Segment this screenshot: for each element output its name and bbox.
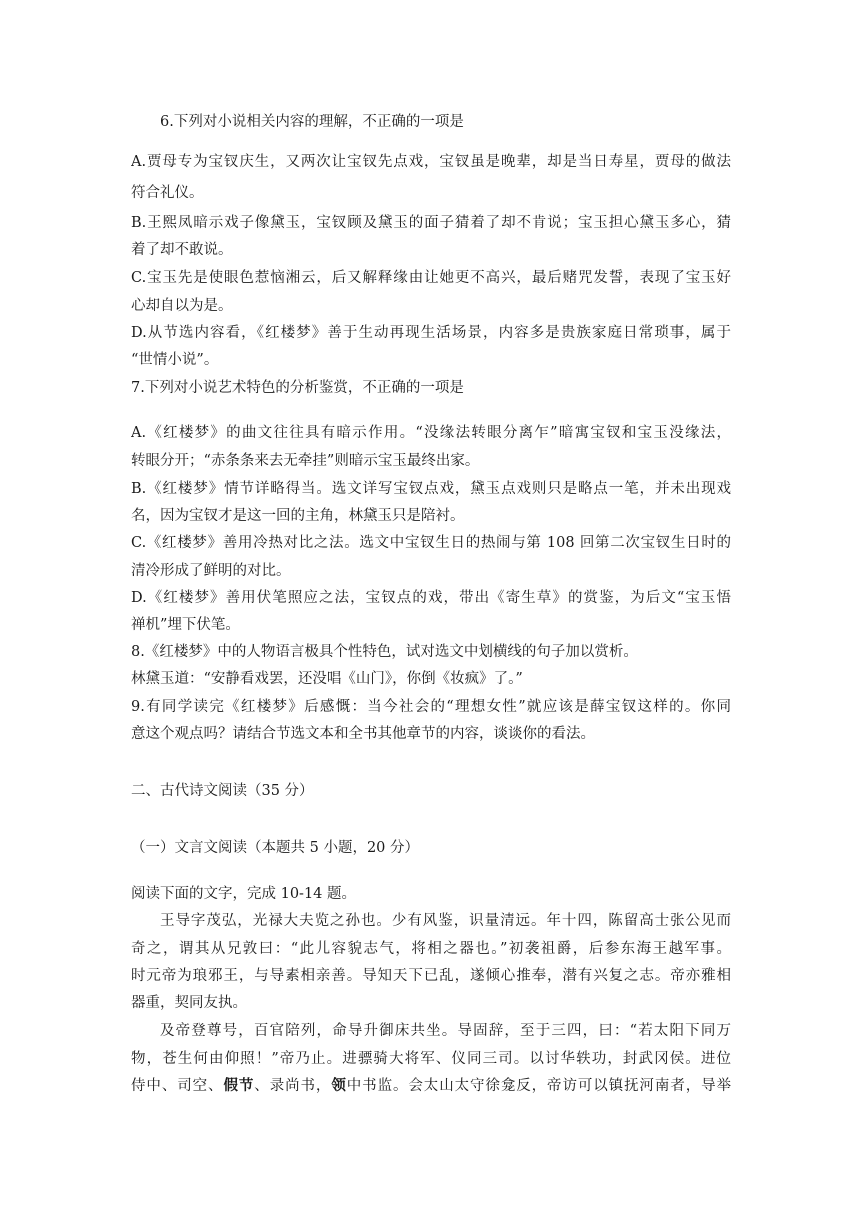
q7-option-b-line1: B.《红楼梦》情节详略得当。选文详写宝钗点戏，黛玉点戏则只是略点一笔，并未出现戏 xyxy=(131,481,731,497)
passage-text: 中书监。会太山太守徐龛反，帝访可以镇抚河南者，导举 xyxy=(346,1078,731,1094)
passage-p1-line4: 器重，契同友执。 xyxy=(131,995,247,1011)
q6-option-a-line1: A.贾母专为宝钗庆生，又两次让宝钗先点戏，宝钗虽是晚辈，却是当日寿星，贾母的做法 xyxy=(131,154,731,170)
bold-term-ling: 领 xyxy=(331,1077,347,1094)
passage-p2-line3 xyxy=(131,1076,731,1096)
q7-stem: 7.下列对小说艺术特色的分析鉴赏，不正确的一项是 xyxy=(131,380,464,396)
q9-line1: 9.有同学读完《红楼梦》后感慨：当今社会的“理想女性”就应该是薛宝钗这样的。你同 xyxy=(131,699,731,715)
q6-option-d-line1: D.从节选内容看，《红楼梦》善于生动再现生活场景，内容多是贵族家庭日常琐事，属于 xyxy=(131,325,731,341)
subsection-heading: （一）文言文阅读（本题共 5 小题，20 分） xyxy=(131,840,420,856)
section-heading: 二、古代诗文阅读（35 分） xyxy=(131,783,314,799)
q6-stem: 6.下列对小说相关内容的理解，不正确的一项是 xyxy=(160,114,464,130)
passage-p1-line3: 时元帝为琅邪王，与导素相亲善。导知天下已乱，遂倾心推奉，潜有兴复之志。帝亦雅相 xyxy=(131,968,731,984)
q9-line2: 意这个观点吗？请结合节选文本和全书其他章节的内容，谈谈你的看法。 xyxy=(131,726,595,742)
q7-option-b-line2: 名，因为宝钗才是这一回的主角，林黛玉只是陪衬。 xyxy=(131,508,465,524)
reading-instruction: 阅读下面的文字，完成 10-14 题。 xyxy=(131,886,357,902)
q8-quote: 林黛玉道：“安静看戏罢，还没唱《山门》，你倒《妆疯》了。” xyxy=(131,671,523,687)
q7-option-c-line2: 清冷形成了鲜明的对比。 xyxy=(131,563,291,579)
passage-p2-line2: 物，苍生何由仰照！”帝乃止。进骠骑大将军、仪同三司。以讨华轶功，封武冈侯。进位 xyxy=(131,1051,731,1067)
q6-option-d-line2: “世情小说”。 xyxy=(131,352,219,368)
passage-p1-line1: 王导字茂弘，光禄大夫览之孙也。少有风鉴，识量清远。年十四，陈留高士张公见而 xyxy=(160,913,731,929)
q7-option-a-line2: 转眼分开；“赤条条来去无牵挂”则暗示宝玉最终出家。 xyxy=(131,453,480,469)
q7-option-d-line1: D.《红楼梦》善用伏笔照应之法，宝钗点的戏，带出《寄生草》的赏鉴，为后文“宝玉悟 xyxy=(131,590,731,606)
q6-option-a-line2: 符合礼仪。 xyxy=(131,185,204,201)
passage-p1-line2: 奇之，谓其从兄敦曰：“此儿容貌志气，将相之器也。”初袭祖爵，后参东海王越军事。 xyxy=(131,941,731,957)
q7-option-c-line1: C.《红楼梦》善用冷热对比之法。选文中宝钗生日的热闹与第 108 回第二次宝钗生日时的 xyxy=(131,535,731,551)
q6-option-b-line1: B.王熙凤暗示戏子像黛玉，宝钗顾及黛玉的面子猜着了却不肯说；宝玉担心黛玉多心，猜 xyxy=(131,215,731,231)
q6-option-c-line1: C.宝玉先是使眼色惹恼湘云，后又解释缘由让她更不高兴，最后赌咒发誓，表现了宝玉好 xyxy=(131,270,731,286)
passage-text: 、录尚书， xyxy=(254,1078,332,1094)
q8-stem: 8.《红楼梦》中的人物语言极具个性特色，试对选文中划横线的句子加以赏析。 xyxy=(131,644,638,660)
passage-text: 侍中、司空、 xyxy=(131,1078,224,1094)
passage-p2-line1: 及帝登尊号，百官陪列，命导升御床共坐。导固辞，至于三四，曰：“若太阳下同万 xyxy=(160,1023,731,1039)
q7-option-a-line1: A.《红楼梦》的曲文往往具有暗示作用。“没缘法转眼分离乍”暗寓宝钗和宝玉没缘法， xyxy=(131,425,731,441)
q6-option-c-line2: 心却自以为是。 xyxy=(131,298,233,314)
bold-term-jiajie: 假节 xyxy=(223,1077,255,1094)
q7-option-d-line2: 禅机”埋下伏笔。 xyxy=(131,617,240,633)
q6-option-b-line2: 着了却不敢说。 xyxy=(131,242,233,258)
